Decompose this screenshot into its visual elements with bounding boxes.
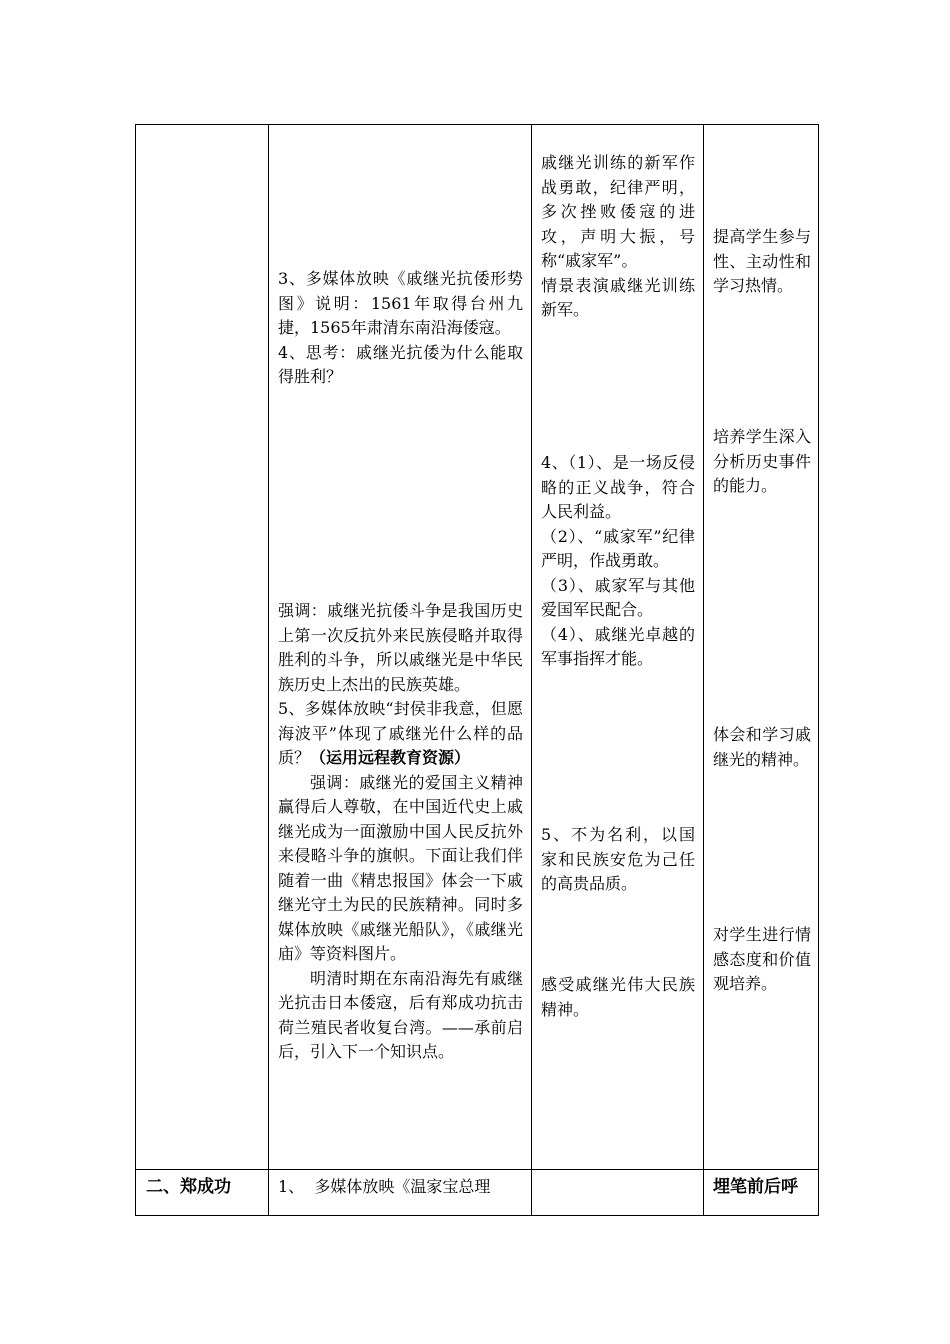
student-feeling: 感受戚继光伟大民族精神。 (541, 975, 695, 1019)
student-answer-4-2: （2）、“戚家军”纪律严明，作战勇敢。 (541, 526, 695, 570)
design-intent-cell (713, 923, 811, 997)
column-divider (703, 125, 704, 1215)
student-answer-5: 5、不为名利，以国家和民族安危为己任的高贵品质。 (541, 825, 695, 893)
student-answer-4-3: （3）、戚家军与其他爱国军民配合。 (541, 575, 695, 619)
student-activity-cell (541, 823, 695, 897)
design-intent-heading: 埋笔前后呼 (713, 1177, 798, 1197)
remote-education-note: （运用远程教育资源） (310, 748, 471, 767)
teacher-activity-cell (278, 267, 523, 390)
teacher-step-1: 1、 多媒体放映《温家宝总理 (278, 1177, 491, 1196)
intent-2: 培养学生深入分析历史事件的能力。 (713, 427, 811, 495)
teacher-activity-cell (278, 599, 523, 1065)
teacher-emphasis-1: 强调：戚继光抗倭斗争是我国历史上第一次反抗外来民族侵略并取得胜利的斗争，所以戚继光是中华民族历史上杰出的民族英雄。 (278, 601, 523, 694)
intent-1: 提高学生参与性、主动性和学习热情。 (713, 227, 811, 295)
teacher-emphasis-2: 强调：戚继光的爱国主义精神赢得后人尊敬，在中国近代史上戚继光成为一面激励中国人民反抗外来侵略斗争的旗帜。下面让我们伴随着一曲《精忠报国》体会一下戚继光守土为民的民族精神。同时多媒体放映《戚继光船队》，《戚继光庙》等资料图片。 (278, 772, 523, 963)
teacher-step-5 (278, 697, 523, 771)
intent-3: 体会和学习戚继光的精神。 (713, 725, 811, 769)
student-note-1: 戚继光训练的新军作战勇敢，纪律严明，多次挫败倭寇的进攻，声明大振，号称“戚家军”。 (541, 153, 695, 270)
teacher-step-4: 4、思考：戚继光抗倭为什么能取得胜利？ (278, 342, 523, 386)
student-answer-4-4: （4）、戚继光卓越的军事指挥才能。 (541, 624, 695, 668)
teacher-step-5-text: 5、多媒体放映“封侯非我意，但愿海波平”体现了戚继光什么样的品质？ (278, 699, 523, 767)
teacher-step-3: 3、多媒体放映《戚继光抗倭形势图》说明：1561年取得台州九捷，1565年肃清东南沿海倭寇。 (278, 269, 523, 337)
design-intent-cell (713, 225, 811, 299)
student-answer-4-1: 4、（1）、是一场反侵略的正义战争，符合人民利益。 (541, 453, 695, 521)
lesson-plan-table (135, 124, 819, 1216)
row-divider (136, 1169, 818, 1170)
section-heading: 二、郑成功 (146, 1177, 231, 1197)
intent-4: 对学生进行情感态度和价值观培养。 (713, 925, 811, 993)
student-activity-cell (541, 451, 695, 672)
student-note-2: 情景表演戚继光训练新军。 (541, 275, 695, 319)
student-activity-cell (541, 973, 695, 1022)
student-activity-cell (541, 151, 695, 323)
design-intent-cell (713, 425, 811, 499)
teacher-transition: 明清时期在东南沿海先有戚继光抗击日本倭寇，后有郑成功抗击荷兰殖民者收复台湾。——承前启后，引入下一个知识点。 (278, 968, 523, 1061)
column-divider (268, 125, 269, 1215)
design-intent-cell (713, 723, 811, 772)
column-divider (531, 125, 532, 1215)
